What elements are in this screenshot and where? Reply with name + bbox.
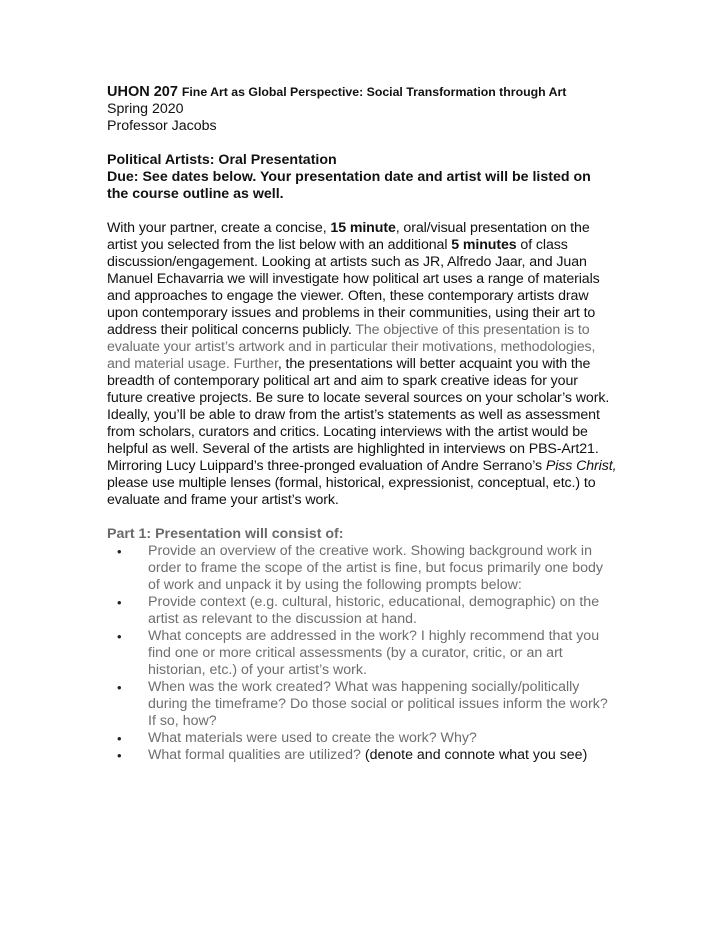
intro-text-1: With your partner, create a concise, xyxy=(107,220,331,236)
term: Spring 2020 xyxy=(107,101,184,117)
list-item-text: What materials were used to create the work? Why? xyxy=(148,730,477,746)
bullet-icon: • xyxy=(117,544,122,559)
professor: Professor Jacobs xyxy=(107,118,217,134)
list-item xyxy=(107,594,617,628)
course-title-line xyxy=(107,84,617,101)
assignment-title: Political Artists: Oral Presentation xyxy=(107,152,337,168)
intro-text-3: of class discussion/engagement. Looking at artists such as JR, Alfredo Jaar, and Juan Manuel Echavarria we will investigate how political art uses a range of materials and approaches to engage the viewer. Often, these contemporary artists draw upon contemporary issues and problems in their communities, using their art to address their political concerns publicly. xyxy=(107,237,600,338)
list-item-text: What formal qualities are utilized? xyxy=(148,747,365,763)
bullet-icon: • xyxy=(117,748,122,763)
list-item xyxy=(107,679,617,730)
intro-text-2: , oral/visual presentation on the artist you selected from the list below with an additional xyxy=(107,220,590,253)
bullet-icon: • xyxy=(117,629,122,644)
list-item xyxy=(107,747,617,764)
due-line-1: Due: See dates below. Your presentation date and artist will be listed on xyxy=(107,169,591,185)
list-item-text: What concepts are addressed in the work? I highly recommend that you find one or more critical assessments (by a curator, critic, or an art historian, etc.) of your artist’s work. xyxy=(148,628,600,678)
spacer xyxy=(107,203,617,220)
list-item xyxy=(107,543,617,594)
course-code: UHON 207 xyxy=(107,84,178,100)
list-item-text: Provide an overview of the creative work. Showing background work in order to frame the scope of the artist is fine, but focus primarily one body of work and unpack it by using the following prompts below: xyxy=(148,543,604,593)
document-body xyxy=(107,84,617,764)
bullet-icon: • xyxy=(117,680,122,695)
course-name: Fine Art as Global Perspective: Social Transformation through Art xyxy=(181,85,567,99)
intro-text-4: , the presentations will better acquaint you with the breadth of contemporary political art and aim to spark creative ideas for your future creative projects. Be sure to locate several sources on your scholar’s work. Ideally, you’ll be able to draw from the artist’s statements as well as assessment from scholars, curators and critics. Locating interviews with the artist would be helpful as well. Several of the artists are highlighted in interviews on PBS-Art21. Mirroring Lucy Luippard’s three-pronged evaluation of Andre Serrano’s xyxy=(107,356,610,474)
spacer xyxy=(107,509,617,526)
list-item-text: Provide context (e.g. cultural, historic, educational, demographic) on the artist as relevant to the discussion at hand. xyxy=(148,594,600,627)
part1-list xyxy=(107,543,617,764)
presentation-duration: 15 minute xyxy=(330,220,396,236)
list-item xyxy=(107,628,617,679)
list-item-suffix: (denote and connote what you see) xyxy=(364,747,588,763)
list-item-text: When was the work created? What was happening socially/politically during the timeframe? Do those social or political issues inform the work? If so, how? xyxy=(148,679,608,729)
bullet-icon: • xyxy=(117,595,122,610)
intro-paragraph xyxy=(107,220,617,509)
list-item xyxy=(107,730,617,747)
bullet-icon: • xyxy=(117,731,122,746)
part1-heading: Part 1: Presentation will consist of: xyxy=(107,526,344,542)
spacer xyxy=(107,135,617,152)
objective-text: The objective of this presentation is to evaluate your artist’s artwork and in particular their motivations, methodologies, and material usage. Further xyxy=(107,322,596,372)
artwork-title: Piss Christ, xyxy=(545,458,617,474)
discussion-duration: 5 minutes xyxy=(451,237,517,253)
intro-text-5: please use multiple lenses (formal, historical, expressionist, conceptual, etc.) to evaluate and frame your artist’s work. xyxy=(107,475,596,508)
due-line-2: the course outline as well. xyxy=(107,186,284,202)
